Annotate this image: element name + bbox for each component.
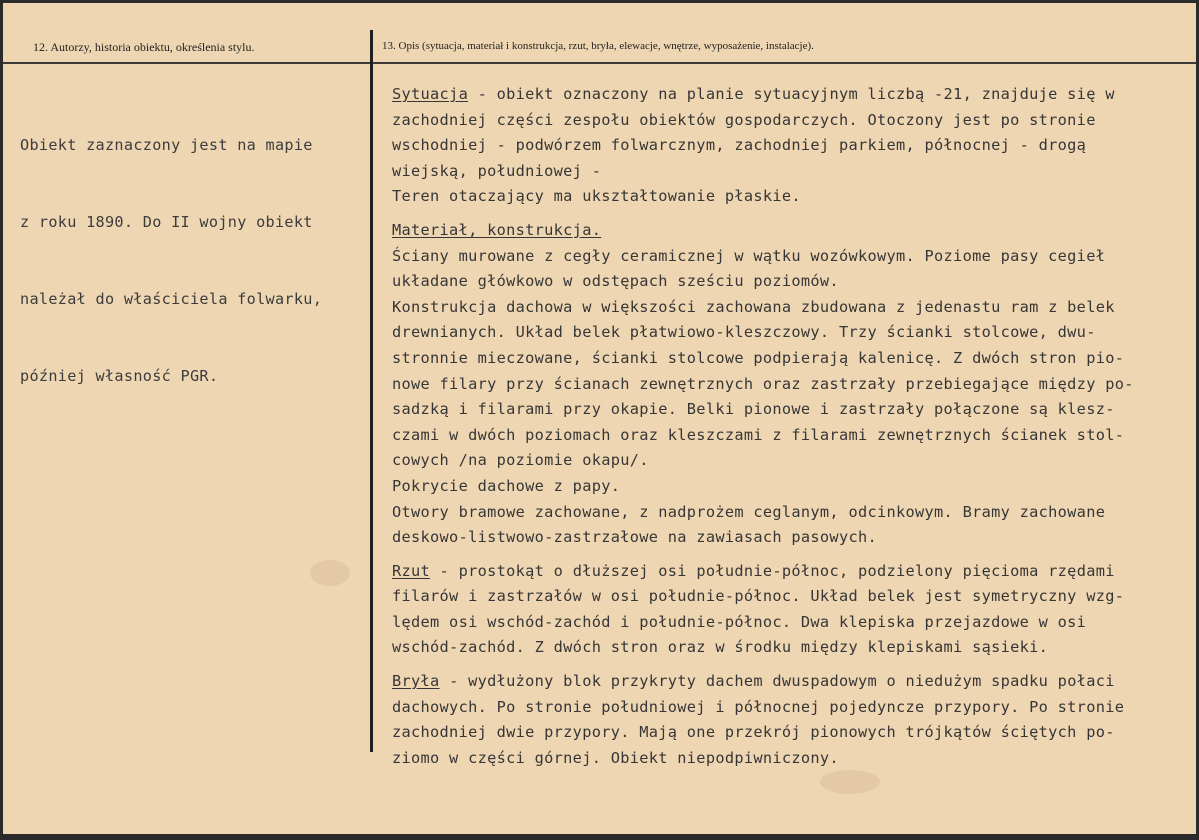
spacer bbox=[392, 210, 1188, 218]
history-line: z roku 1890. Do II wojny obiekt bbox=[20, 212, 313, 231]
bryla-text: - wydłużony blok przykryty dachem dwuspadowym o niedużym spadku połaci bbox=[439, 672, 1115, 691]
history-line: Obiekt zaznaczony jest na mapie bbox=[20, 136, 313, 155]
material-heading-line bbox=[392, 218, 1188, 244]
paper-stain bbox=[820, 770, 880, 794]
header-divider bbox=[3, 62, 1196, 64]
sytuacja-text: - obiekt oznaczony na planie sytuacyjnym liczbą -21, znajduje się w bbox=[468, 85, 1115, 103]
top-edge bbox=[0, 0, 1199, 3]
history-line: później własność PGR. bbox=[20, 366, 219, 385]
section-13-heading: 13. Opis (sytuacja, materiał i konstrukcja, rzut, bryła, elewacje, wnętrze, wyposażenie, instalacje). bbox=[382, 40, 814, 52]
bryla-heading: Bryła bbox=[392, 672, 440, 691]
material-line: sadzką i filarami przy okapie. Belki pionowe i zastrzały połączone są klesz- bbox=[392, 400, 1115, 419]
material-line: Konstrukcja dachowa w większości zachowana zbudowana z jedenastu ram z belek bbox=[392, 297, 1115, 316]
sytuacja-heading: Sytuacja bbox=[392, 85, 469, 103]
material-line: nowe filary przy ścianach zewnętrznych oraz zastrzały przebiegające między po- bbox=[392, 374, 1134, 393]
sytuacja-first-line bbox=[392, 82, 1188, 108]
column-divider bbox=[370, 30, 373, 752]
material-line: cowych /na poziomie okapu/. bbox=[392, 451, 649, 470]
history-text bbox=[20, 82, 360, 440]
section-12-heading: 12. Autorzy, historia obiektu, określenia stylu. bbox=[33, 40, 255, 54]
material-line: Pokrycie dachowe z papy. bbox=[392, 476, 621, 495]
material-line: deskowo-listwowo-zastrzałowe na zawiasach pasowych. bbox=[392, 528, 877, 547]
sytuacja-line: wiejską, południowej - bbox=[392, 161, 602, 180]
description-text bbox=[392, 82, 1188, 771]
left-edge bbox=[0, 0, 3, 840]
bryla-line: dachowych. Po stronie południowej i północnej pojedyncze przypory. Po stronie bbox=[392, 697, 1125, 716]
paper-stain bbox=[310, 560, 350, 586]
sytuacja-line: wschodniej - podwórzem folwarcznym, zachodniej parkiem, północnej - drogą bbox=[392, 136, 1087, 155]
bryla-line: zachodniej dwie przypory. Mają one przekrój pionowych trójkątów ściętych po- bbox=[392, 723, 1115, 742]
rzut-heading: Rzut bbox=[392, 561, 431, 580]
spacer bbox=[392, 661, 1188, 669]
history-line: należał do właściciela folwarku, bbox=[20, 289, 323, 308]
bryla-first-line bbox=[392, 669, 1188, 695]
rzut-line: filarów i zastrzałów w osi południe-północ. Układ belek jest symetryczny wzg- bbox=[392, 587, 1125, 606]
material-line: drewnianych. Układ belek płatwiowo-kleszczowy. Trzy ścianki stolcowe, dwu- bbox=[392, 323, 1096, 342]
material-line: stronnie mieczowane, ścianki stolcowe podpierają kalenicę. Z dwóch stron pio- bbox=[392, 348, 1125, 367]
material-line: Ściany murowane z cegły ceramicznej w wątku wozówkowym. Poziome pasy cegieł bbox=[392, 246, 1106, 265]
rzut-text: - prostokąt o dłuższej osi południe-północ, podzielony pięcioma rzędami bbox=[430, 561, 1115, 580]
material-heading: Materiał, konstrukcja. bbox=[392, 220, 602, 239]
sytuacja-line: zachodniej części zespołu obiektów gospodarczych. Otoczony jest po stronie bbox=[392, 110, 1096, 129]
rzut-line: lędem osi wschód-zachód i południe-północ. Dwa klepiska przejazdowe w osi bbox=[392, 612, 1087, 631]
material-line: układane główkowo w odstępach sześciu poziomów. bbox=[392, 272, 839, 291]
material-line: Otwory bramowe zachowane, z nadprożem ceglanym, odcinkowym. Bramy zachowane bbox=[392, 502, 1106, 521]
spacer bbox=[392, 551, 1188, 559]
material-line: czami w dwóch poziomach oraz kleszczami z filarami zewnętrznych ścianek stol- bbox=[392, 425, 1125, 444]
rzut-first-line bbox=[392, 559, 1188, 585]
bryla-line: ziomo w części górnej. Obiekt niepodpiwniczony. bbox=[392, 748, 839, 767]
rzut-line: wschód-zachód. Z dwóch stron oraz w środku między klepiskami sąsieki. bbox=[392, 638, 1049, 657]
bottom-edge bbox=[0, 834, 1199, 840]
sytuacja-line: Teren otaczający ma ukształtowanie płaskie. bbox=[392, 187, 801, 206]
